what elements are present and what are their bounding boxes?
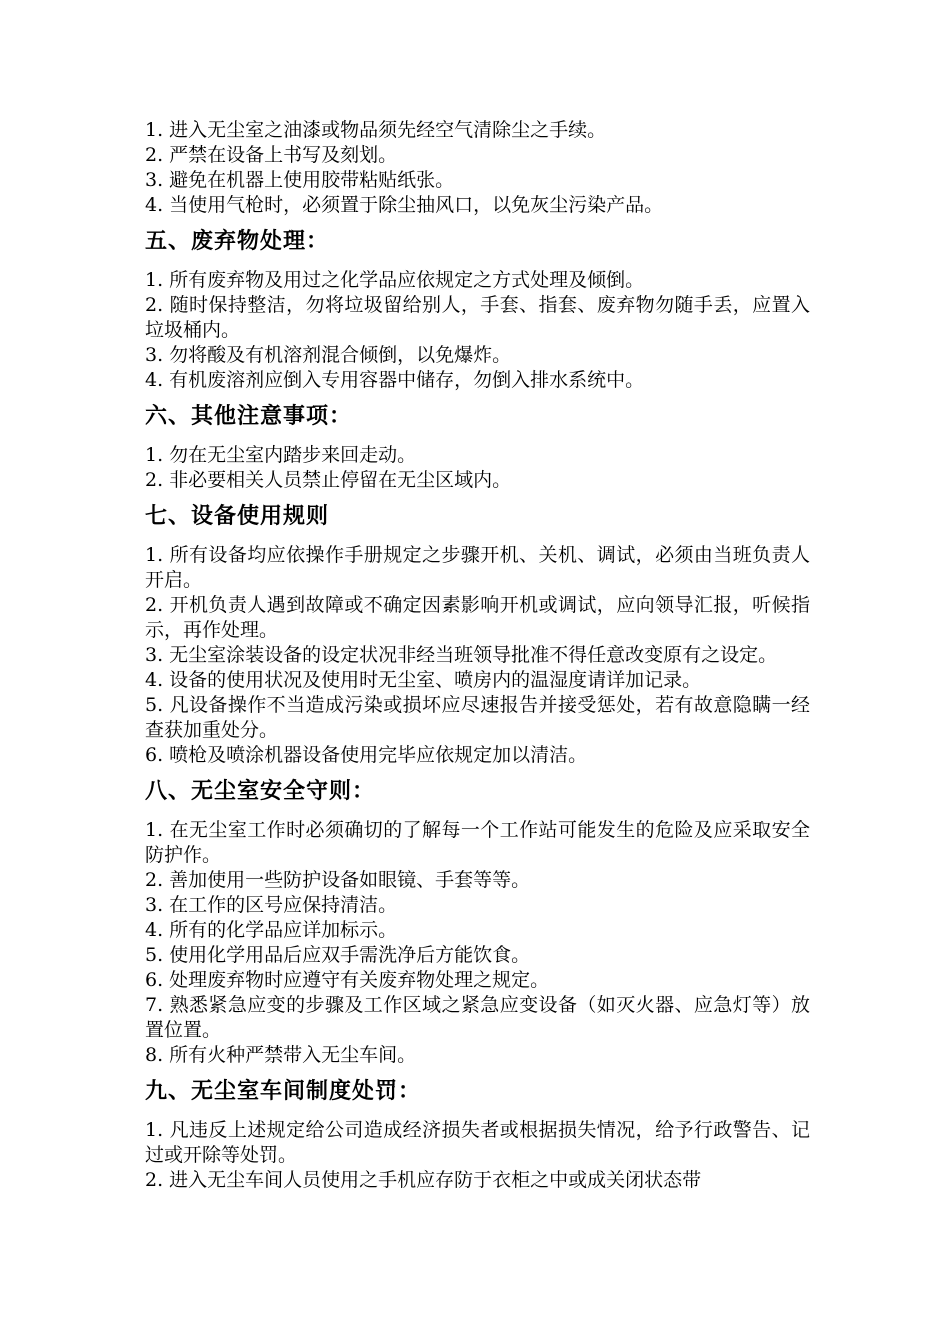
list-item: 2. 严禁在设备上书写及刻划。 (145, 144, 398, 166)
list-item: 4. 设备的使用状况及使用时无尘室、喷房内的温湿度请详加记录。 (145, 669, 702, 691)
list-item: 3. 在工作的区号应保持清洁。 (145, 894, 398, 916)
list-item: 4. 所有的化学品应详加标示。 (145, 919, 398, 941)
section-safety-rules (145, 777, 810, 1068)
list-item: 4. 当使用气枪时，必须置于除尘抽风口，以免灰尘污染产品。 (145, 194, 664, 216)
section-heading: 八、无尘室安全守则： (145, 779, 376, 804)
list-item: 2. 非必要相关人员禁止停留在无尘区域内。 (145, 469, 512, 491)
list-item: 2. 开机负责人遇到故障或不确定因素影响开机或调试，应向领导汇报，听候指示，再作处理。 (145, 594, 810, 641)
list-item: 1. 进入无尘室之油漆或物品须先经空气清除尘之手续。 (145, 119, 607, 141)
list-item: 1. 在无尘室工作时必须确切的了解每一个工作站可能发生的危险及应采取安全防护作。 (145, 819, 810, 866)
section-waste-disposal (145, 227, 810, 393)
list-item: 1. 凡违反上述规定给公司造成经济损失者或根据损失情况，给予行政警告、记过或开除等处罚。 (145, 1119, 810, 1166)
list-item: 1. 勿在无尘室内踏步来回走动。 (145, 444, 417, 466)
list-item: 3. 避免在机器上使用胶带粘贴纸张。 (145, 169, 455, 191)
list-item: 4. 有机废溶剂应倒入专用容器中储存，勿倒入排水系统中。 (145, 369, 645, 391)
list-item: 6. 处理废弃物时应遵守有关废弃物处理之规定。 (145, 969, 550, 991)
list-item: 2. 善加使用一些防护设备如眼镜、手套等等。 (145, 869, 531, 891)
intro-list (145, 118, 810, 218)
list-item: 7. 熟悉紧急应变的步骤及工作区域之紧急应变设备（如灭火器、应急灯等）放置位置。 (145, 994, 810, 1041)
section-heading: 六、其他注意事项： (145, 404, 353, 429)
list-item: 6. 喷枪及喷涂机器设备使用完毕应依规定加以清洁。 (145, 744, 588, 766)
list-item: 1. 所有设备均应依操作手册规定之步骤开机、关机、调试，必须由当班负责人开启。 (145, 544, 810, 591)
list-item: 3. 勿将酸及有机溶剂混合倾倒，以免爆炸。 (145, 344, 512, 366)
list-item: 8. 所有火种严禁带入无尘车间。 (145, 1044, 417, 1066)
section-other-notes (145, 402, 810, 493)
section-penalties (145, 1077, 810, 1193)
list-item: 1. 所有废弃物及用过之化学品应依规定之方式处理及倾倒。 (145, 269, 645, 291)
document-body (145, 118, 810, 1193)
list-item: 5. 使用化学用品后应双手需洗净后方能饮食。 (145, 944, 531, 966)
list-item: 2. 随时保持整洁，勿将垃圾留给别人，手套、指套、废弃物勿随手丢，应置入垃圾桶内。 (145, 294, 810, 341)
section-heading: 七、设备使用规则 (145, 504, 330, 529)
section-heading: 五、废弃物处理： (145, 229, 330, 254)
list-item: 3. 无尘室涂装设备的设定状况非经当班领导批准不得任意改变原有之设定。 (145, 644, 778, 666)
list-item: 2. 进入无尘车间人员使用之手机应存防于衣柜之中或成关闭状态带 (145, 1169, 702, 1191)
list-item: 5. 凡设备操作不当造成污染或损坏应尽速报告并接受惩处，若有故意隐瞒一经查获加重处分。 (145, 694, 810, 741)
section-heading: 九、无尘室车间制度处罚： (145, 1079, 422, 1104)
section-equipment-rules (145, 502, 810, 768)
